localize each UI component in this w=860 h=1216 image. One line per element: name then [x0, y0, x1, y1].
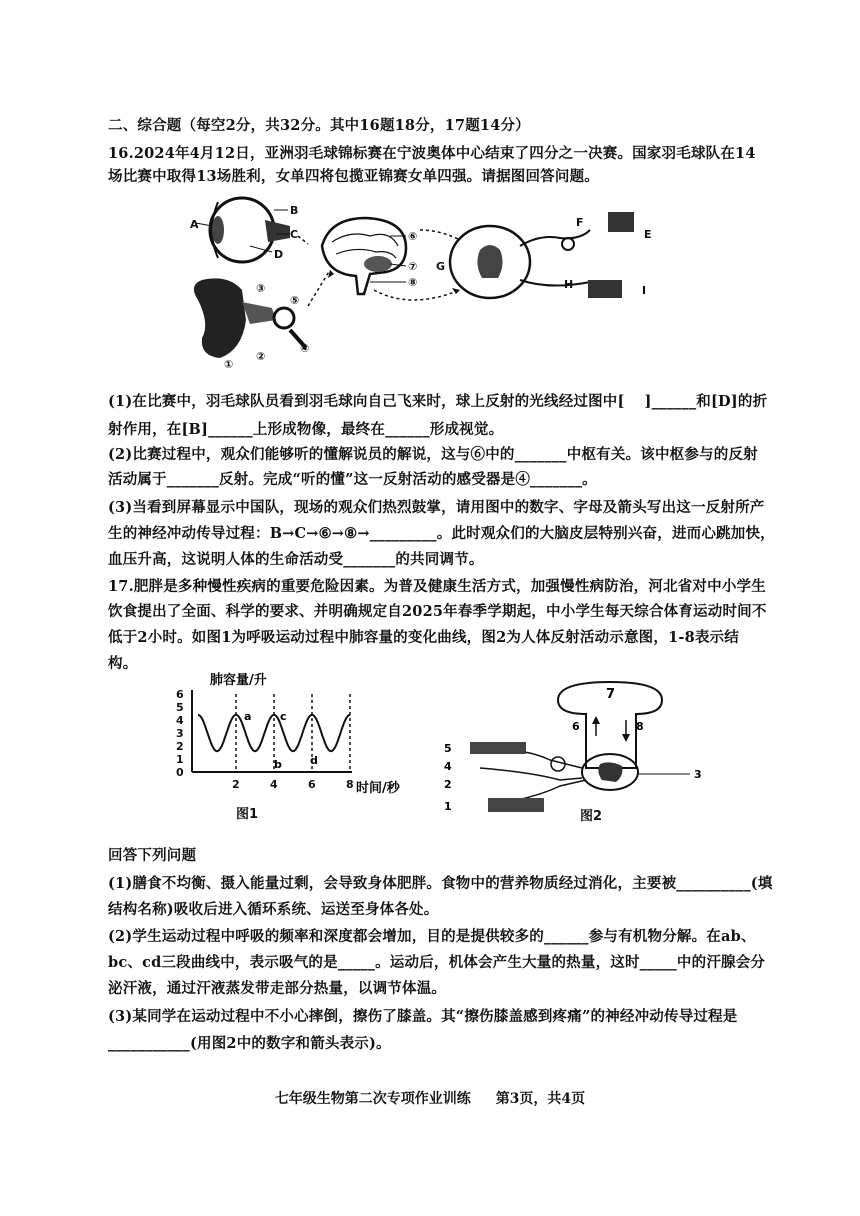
fig1-ytick-3: 3	[176, 727, 184, 740]
fig1-ytick-1: 1	[176, 753, 184, 766]
q17-sub-line-7: ___________(用图2中的数字和箭头表示)。	[108, 1035, 391, 1052]
fig1-xlabel: 时间/秒	[356, 781, 400, 796]
page-footer	[0, 1088, 860, 1108]
fig2-label-8: 8	[636, 720, 644, 733]
label-n3: ③	[256, 282, 266, 295]
fig1-xtick-4: 4	[270, 778, 278, 791]
q16-sub-line-6: 生的神经冲动传导过程：B→C→⑥→⑧→_________。此时观众们的大脑皮层特别兴奋，进而心跳加快，	[108, 525, 775, 542]
label-n4: ④	[300, 342, 310, 355]
segment-label-b: b	[274, 758, 282, 771]
q16-sub-line-2: 射作用，在[B]______上形成物像，最终在______形成视觉。	[108, 421, 504, 438]
fig2-label-1: 1	[444, 800, 452, 813]
fig1-xtick-6: 6	[308, 778, 316, 791]
label-I: I	[642, 284, 647, 297]
q17-sub-line-2: 结构名称)吸收后进入循环系统、运送至身体各处。	[108, 901, 439, 918]
fig1-caption: 图1	[236, 807, 259, 822]
fig1-ytick-0: 0	[176, 766, 184, 779]
fig1-xtick-8: 8	[346, 778, 354, 791]
q17-answer-intro: 回答下列问题	[108, 847, 197, 864]
label-F: F	[576, 216, 584, 229]
q16-sub-line-3: (2)比赛过程中，观众们能够听的懂解说员的解说，这与⑥中的_______中枢有关。该中枢参与的反射	[108, 446, 758, 463]
label-B: B	[290, 204, 299, 217]
q16-stem-line-1: 16.2024年4月12日，亚洲羽毛球锦标赛在宁波奥体中心结束了四分之一决赛。国家羽毛球队在14	[108, 145, 756, 162]
brain-diagram	[322, 218, 406, 294]
fig2-label-5: 5	[444, 742, 452, 755]
segment-label-c: c	[280, 710, 287, 723]
segment-label-d: d	[310, 754, 318, 767]
fig2-label-7: 7	[606, 687, 616, 702]
q17-stem-line-2: 饮食提出了全面、科学的要求、并明确规定自2025年春季学期起，中小学生每天综合体育运动时间不	[108, 603, 767, 620]
label-n1: ①	[224, 358, 234, 370]
fig2-caption: 图2	[580, 809, 603, 824]
section-title: 二、综合题（每空2分，共32分。其中16题18分，17题14分）	[108, 117, 530, 134]
fig2-reflex-arc	[440, 676, 720, 826]
q17-sub-line-4: bc、cd三段曲线中，表示吸气的是_____。运动后，机体会产生大量的热量，这时_____中的汗腺会分	[108, 954, 766, 971]
label-A: A	[190, 218, 199, 231]
q17-stem-line-3: 低于2小时。如图1为呼吸运动过程中肺容量的变化曲线，图2为人体反射活动示意图，1-8表示结	[108, 629, 739, 646]
footer-course: 七年级生物第二次专项作业训练	[274, 1091, 471, 1107]
q17-sub-line-5: 泌汗液，通过汗液蒸发带走部分热量，以调节体温。	[108, 980, 447, 997]
q16-figure	[180, 190, 670, 370]
fig1-ytick-4: 4	[176, 714, 184, 727]
q16-stem-line-2: 场比赛中取得13场胜利，女单四将包揽亚锦赛女单四强。请据图回答问题。	[108, 168, 599, 185]
label-n7: ⑦	[408, 260, 418, 273]
fig2-label-4: 4	[444, 760, 452, 773]
segment-label-a: a	[244, 710, 252, 723]
label-C: C	[290, 228, 299, 241]
fig1-ytick-6: 6	[176, 688, 184, 701]
label-G: G	[436, 260, 446, 273]
fig2-label-2: 2	[444, 778, 452, 791]
label-n8: ⑧	[408, 276, 418, 289]
q17-sub-line-1: (1)膳食不均衡、摄入能量过剩，会导致身体肥胖。食物中的营养物质经过消化，主要被__________(填	[108, 875, 773, 892]
spinal-cord-diagram	[450, 212, 634, 298]
fig1-ytick-2: 2	[176, 740, 184, 753]
q17-sub-line-3: (2)学生运动过程中呼吸的频率和深度都会增加，目的是提供较多的______参与有机物分解。在ab、	[108, 928, 756, 945]
fig1-ylabel: 肺容量/升	[210, 673, 267, 688]
label-n6: ⑥	[408, 230, 418, 243]
q17-stem-line-1: 17.肥胖是多种慢性疾病的重要危险因素。为普及健康生活方式，加强慢性病防治，河北省对中小学生	[108, 578, 766, 595]
label-n2: ②	[256, 350, 266, 363]
footer-page-number: 第3页，共4页	[495, 1091, 586, 1107]
fig1-ytick-5: 5	[176, 701, 184, 714]
q17-stem-line-4: 构。	[108, 655, 138, 672]
q16-sub-line-7: 血压升高，这说明人体的生命活动受_______的共同调节。	[108, 551, 484, 568]
fig2-label-6: 6	[572, 720, 580, 733]
label-D: D	[274, 248, 284, 261]
q16-sub-line-1: (1)在比赛中，羽毛球队员看到羽毛球向自己飞来时，球上反射的光线经过图中[ ]______和[D]的折	[108, 393, 768, 410]
label-n5: ⑤	[290, 294, 300, 307]
q17-sub-line-6: (3)某同学在运动过程中不小心摔倒，擦伤了膝盖。其“擦伤膝盖感到疼痛”的神经冲动传导过程是	[108, 1008, 738, 1025]
fig2-label-3: 3	[694, 768, 702, 781]
fig1-xtick-2: 2	[232, 778, 240, 791]
fig1-lung-volume-chart	[170, 668, 440, 828]
ear-diagram	[194, 278, 306, 358]
q16-sub-line-5: (3)当看到屏幕显示中国队，现场的观众们热烈鼓掌，请用图中的数字、字母及箭头写出这一反射所产	[108, 499, 765, 516]
label-H: H	[564, 278, 574, 291]
label-E: E	[644, 228, 652, 241]
q16-sub-line-4: 活动属于_______反射。完成“听的懂”这一反射活动的感受器是④_______。	[108, 471, 597, 488]
